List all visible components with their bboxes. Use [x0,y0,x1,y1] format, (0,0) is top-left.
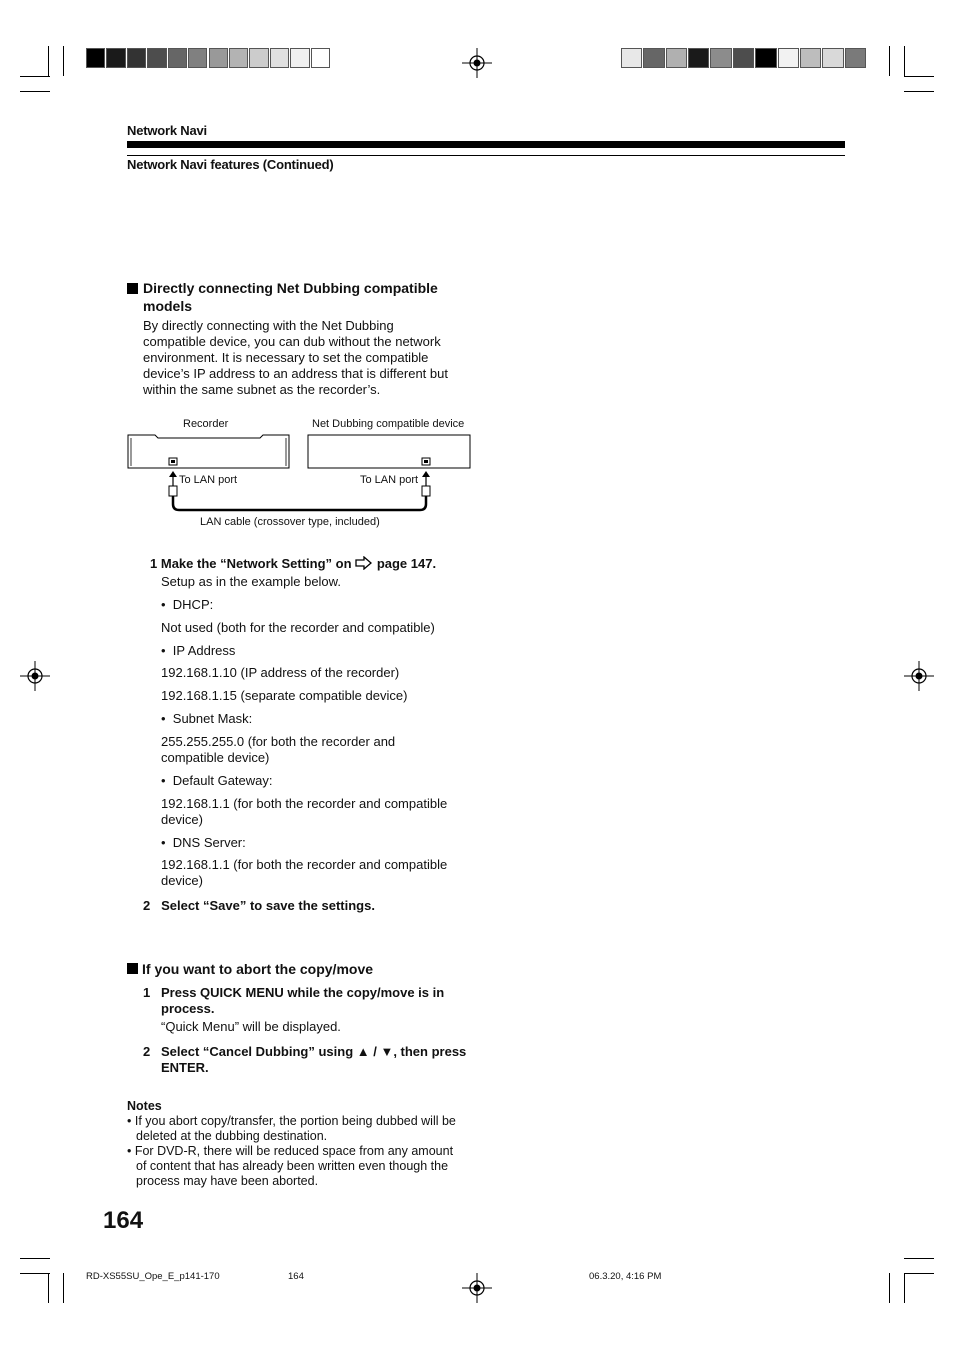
crop-mark [904,1273,905,1303]
ip-bullet: • IP Address [161,643,236,658]
crop-mark [63,1273,64,1303]
device-label: Net Dubbing compatible device [312,418,465,430]
color-swatch [290,48,309,68]
crop-mark [904,46,905,76]
right-port-label: To LAN port [360,474,419,486]
up-arrow-icon [169,471,177,486]
section1-paragraph: By directly connecting with the Net Dubbing compatible device, you can dub without the network environment. It is necessary to set the compatible device’s IP address to an address that is different but within the same subnet as the recorder’s. [143,318,448,397]
color-swatch [106,48,125,68]
color-swatch [249,48,268,68]
crop-mark [20,1258,50,1259]
up-arrow-icon [422,471,430,486]
color-swatch [733,48,754,68]
footer-page: 164 [288,1271,304,1282]
connection-diagram [125,430,475,515]
page-number: 164 [103,1207,144,1234]
color-swatch [270,48,289,68]
color-swatch [621,48,642,68]
color-swatch [86,48,105,68]
abort-step1-sub: “Quick Menu” will be displayed. [161,1019,341,1034]
registration-target-icon [20,661,50,691]
color-swatch [822,48,843,68]
color-swatch [643,48,664,68]
color-swatch [209,48,228,68]
ip-value-device: 192.168.1.15 (separate compatible device) [161,688,408,703]
lan-plug-icon [422,486,430,496]
dhcp-bullet: • DHCP: [161,597,214,612]
section-title: Network Navi [127,123,207,138]
color-swatch [710,48,731,68]
color-swatch [311,48,330,68]
lan-plug-icon [169,486,177,496]
color-swatch [147,48,166,68]
subsection-title: Network Navi features (Continued) [127,157,334,172]
step1-sub: Setup as in the example below. [161,574,341,589]
lan-cable [173,496,426,510]
crop-mark [48,46,49,76]
crop-mark [48,1273,49,1303]
left-port-label: To LAN port [179,474,238,486]
crop-mark [889,46,890,76]
recorder-label: Recorder [183,418,229,430]
heading-square-icon [127,283,138,294]
crop-mark [889,1273,890,1303]
mask-value: 255.255.255.0 (for both the recorder and compatible device) [161,734,396,765]
color-swatch [778,48,799,68]
crop-mark [904,76,934,77]
color-swatch [845,48,866,68]
color-swatch [666,48,687,68]
color-registration-bar-right [621,48,867,68]
section1-heading: Directly connecting Net Dubbing compatible models [143,280,438,314]
crop-mark [20,76,50,77]
crop-mark [20,1273,50,1274]
crop-mark [63,46,64,76]
footer-date: 06.3.20, 4:16 PM [589,1271,662,1282]
gateway-value: 192.168.1.1 (for both the recorder and compatible device) [161,796,448,827]
registration-target-icon [904,661,934,691]
color-swatch [188,48,207,68]
cable-label: LAN cable (crossover type, included) [200,516,380,528]
dhcp-value: Not used (both for the recorder and compatible) [161,620,435,635]
abort-step1: 1 Press QUICK MENU while the copy/move is in process. [143,985,445,1016]
mask-bullet: • Subnet Mask: [161,711,253,726]
color-swatch [755,48,776,68]
color-swatch [688,48,709,68]
dns-value: 192.168.1.1 (for both the recorder and compatible device) [161,857,448,888]
step1-heading: 1 Make the “Network Setting” on page 147. [150,556,437,571]
gateway-bullet: • Default Gateway: [161,773,273,788]
registration-target-icon [462,48,492,78]
color-swatch [229,48,248,68]
crop-mark [20,91,50,92]
dns-bullet: • DNS Server: [161,835,246,850]
header-rule-thick [127,141,845,148]
footer-file: RD-XS55SU_Ope_E_p141-170 [86,1271,220,1282]
color-swatch [127,48,146,68]
abort-step2: 2 Select “Cancel Dubbing” using ▲ / ▼, then press ENTER. [143,1044,467,1075]
recorder-device-icon [128,435,289,468]
header-rule-thin [127,155,845,156]
crop-mark [904,91,934,92]
section2-heading: If you want to abort the copy/move [142,961,374,977]
step2-heading: 2 Select “Save” to save the settings. [143,898,375,913]
color-swatch [800,48,821,68]
ip-value-recorder: 192.168.1.10 (IP address of the recorder) [161,665,400,680]
crop-mark [904,1258,934,1259]
color-registration-bar-left [86,48,331,68]
notes: Notes • If you abort copy/transfer, the portion being dubbed will be deleted at the dubbing destination. • For DVD-R, there will be reduced space from any amount of content that has already been written even though the process may have been aborted. [127,1099,456,1188]
registration-target-icon [462,1273,492,1303]
net-dubbing-device-icon [308,435,470,468]
page-reference-arrow-icon [355,556,373,570]
color-swatch [168,48,187,68]
heading-square-icon [127,963,138,974]
crop-mark [904,1273,934,1274]
